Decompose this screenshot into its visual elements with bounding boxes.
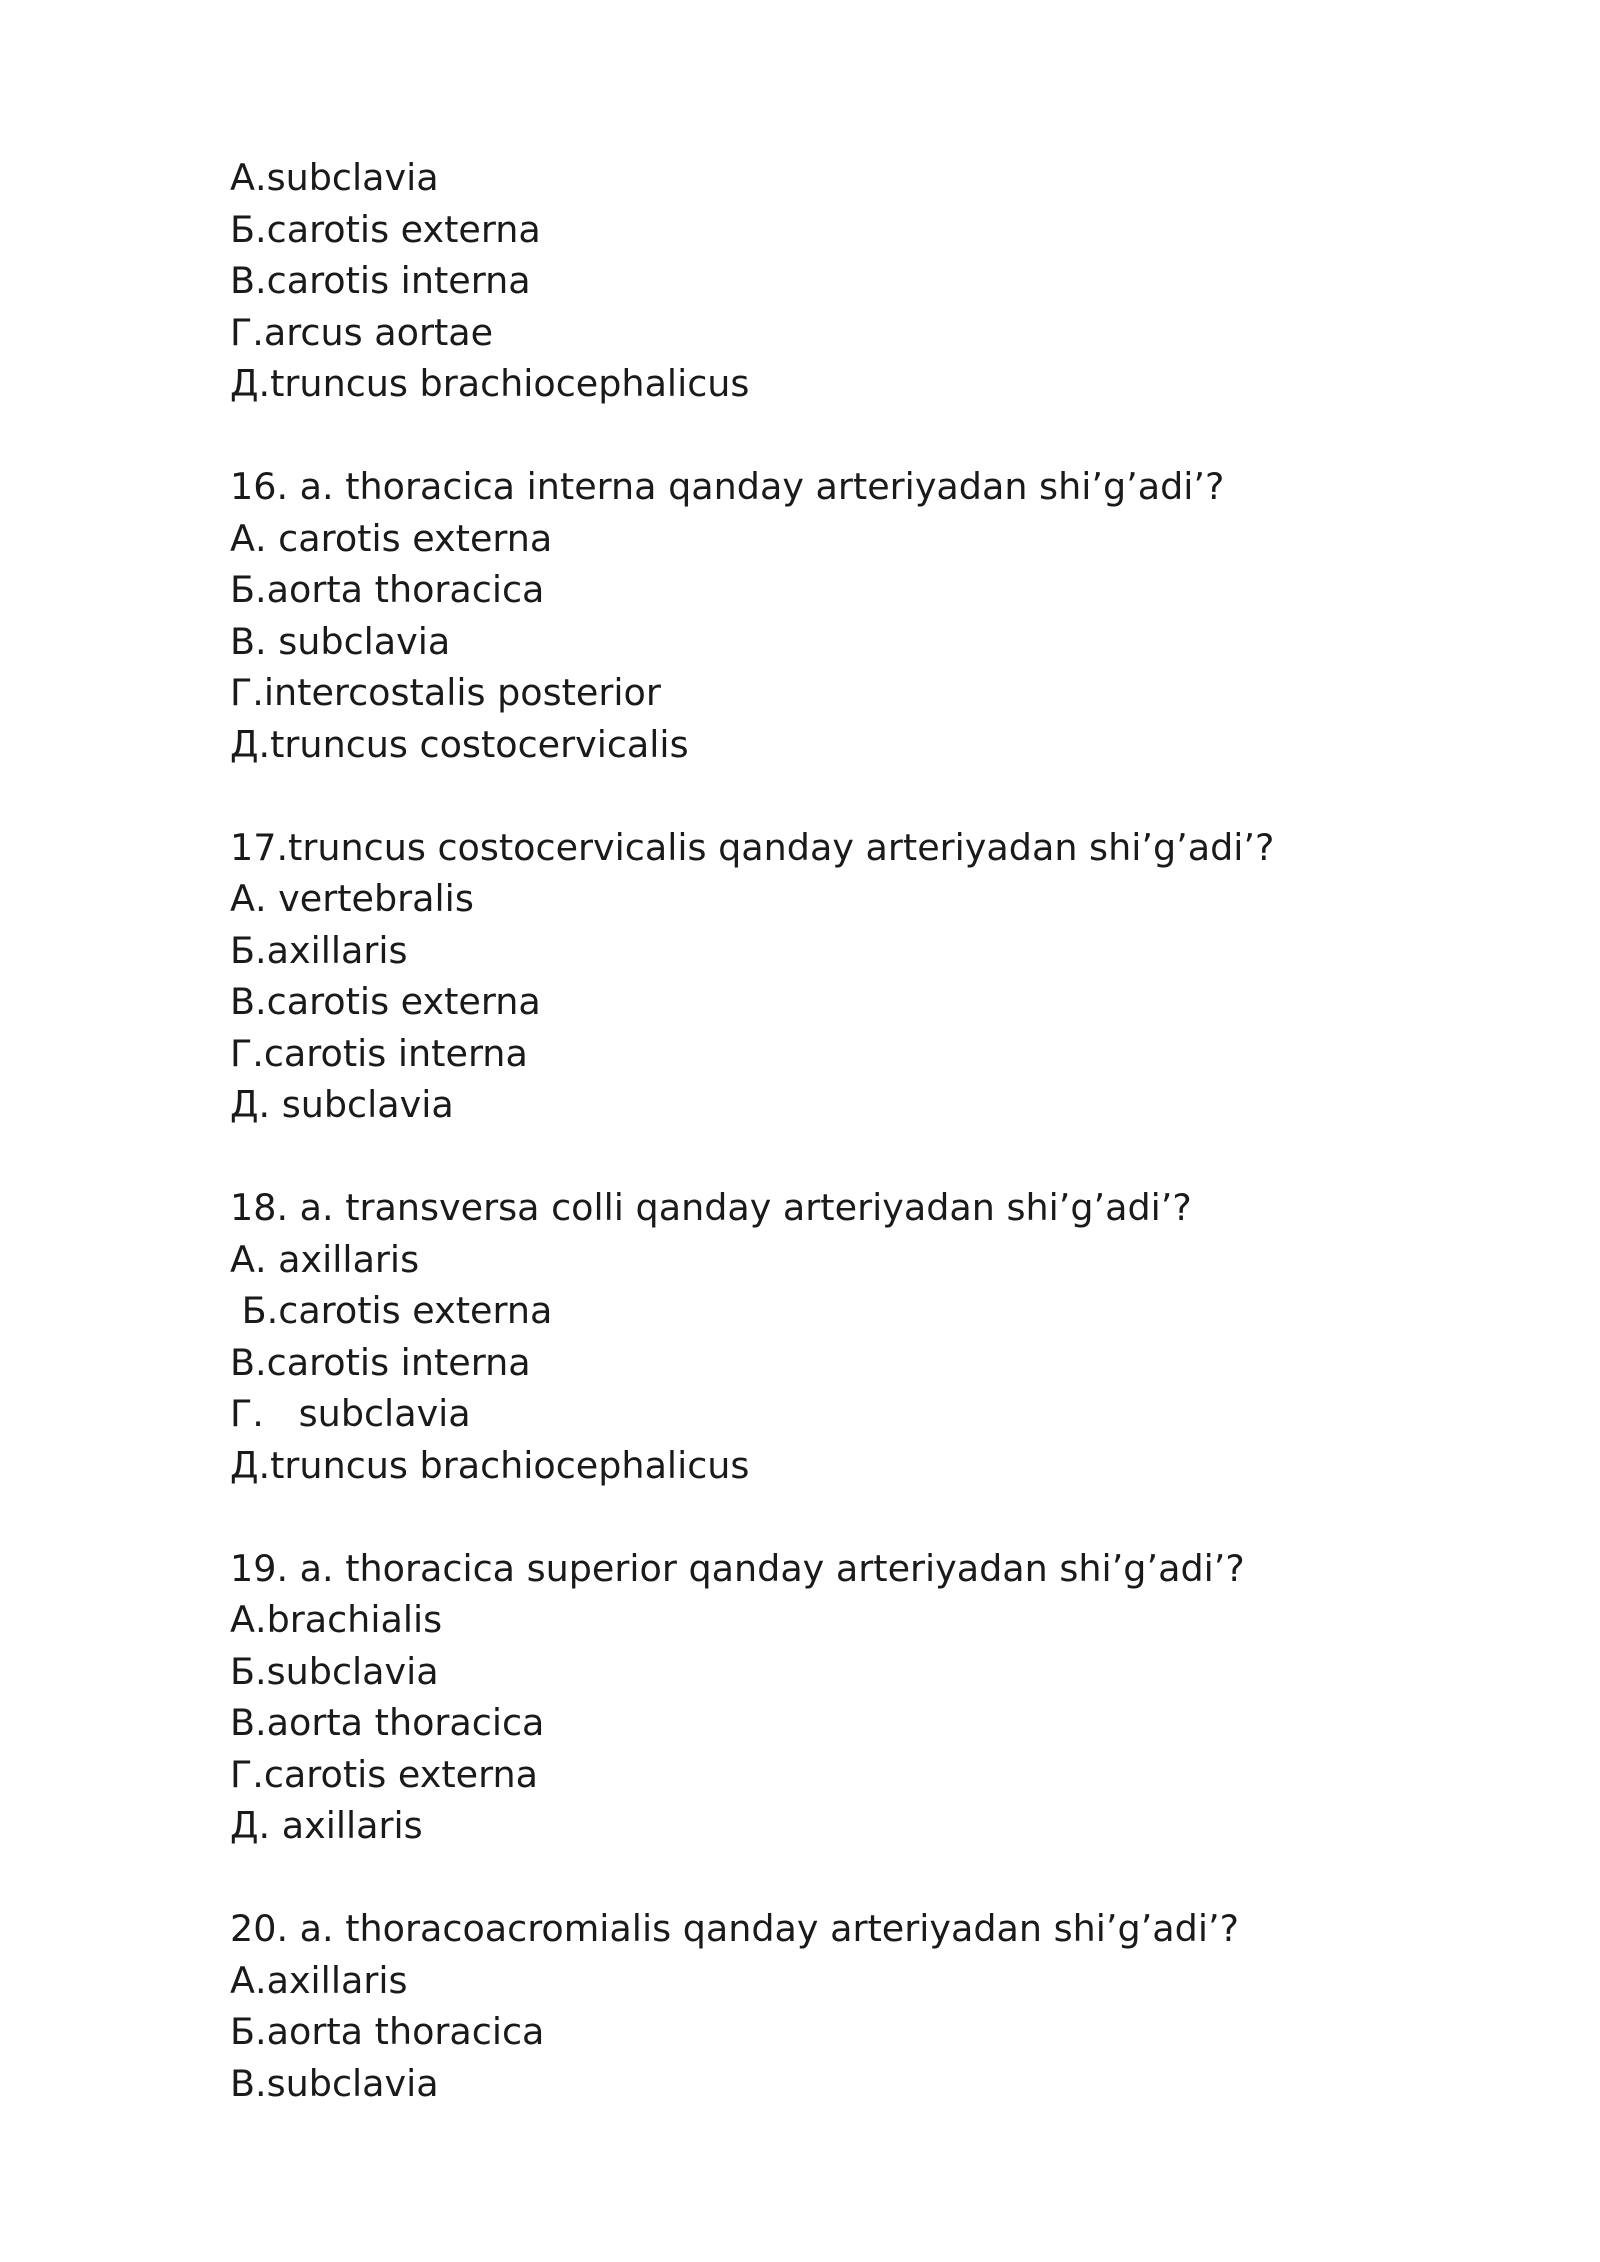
option-v: В. subclavia: [230, 619, 451, 663]
option-g: Г. subclavia: [230, 1392, 471, 1435]
option-g: Г.carotis interna: [230, 1031, 528, 1075]
option-a: А.axillaris: [230, 1958, 408, 2002]
question-text: 19. a. thoracica superior qanday arteriyadan shi’g’adi’?: [230, 1546, 1245, 1590]
option-v: В.carotis externa: [230, 980, 541, 1023]
question-text: 16. a. thoracica interna qanday arteriyadan shi’g’adi’?: [230, 465, 1225, 508]
option-b: Б.aorta thoracica: [230, 2010, 545, 2053]
option-d: Д.truncus brachiocephalicus: [230, 362, 750, 405]
option-a: А.subclavia: [230, 156, 439, 199]
spacer: [230, 770, 1530, 822]
question-20: [230, 1903, 1530, 2109]
option-v: В.carotis interna: [230, 1340, 531, 1384]
option-g: Г.arcus aortae: [230, 310, 494, 354]
spacer: [230, 1491, 1530, 1543]
option-v: В.aorta thoracica: [230, 1701, 545, 1744]
question-17: [230, 822, 1530, 1131]
option-d: Д.truncus brachiocephalicus: [230, 1443, 750, 1487]
option-v: В.subclavia: [230, 2061, 439, 2105]
continued-options-block: [230, 152, 1530, 410]
option-g: Г.intercostalis posterior: [230, 671, 661, 714]
spacer: [230, 1852, 1530, 1904]
question-text: 20. a. thoracoacromialis qanday arteriyadan shi’g’adi’?: [230, 1907, 1239, 1950]
option-d: Д. subclavia: [230, 1083, 454, 1126]
question-text: 18. a. transversa colli qanday arteriyadan shi’g’adi’?: [230, 1186, 1192, 1229]
spacer: [230, 410, 1530, 462]
option-a: А. axillaris: [230, 1237, 420, 1281]
option-d: Д.truncus costocervicalis: [230, 722, 689, 766]
option-a: А. carotis externa: [230, 516, 553, 560]
option-b: Б.carotis externa: [230, 207, 541, 251]
option-g: Г.carotis externa: [230, 1752, 538, 1796]
option-b: Б.axillaris: [230, 928, 408, 972]
question-18: [230, 1182, 1530, 1491]
question-16: [230, 461, 1530, 770]
option-b: Б.aorta thoracica: [230, 568, 545, 611]
option-b: Б.subclavia: [230, 1649, 439, 1693]
option-a: А. vertebralis: [230, 877, 474, 920]
option-v: В.carotis interna: [230, 259, 531, 302]
document-page: [230, 152, 1530, 2109]
option-d: Д. axillaris: [230, 1804, 423, 1847]
option-b: Б.carotis externa: [230, 1289, 553, 1332]
question-text: 17.truncus costocervicalis qanday arteriyadan shi’g’adi’?: [230, 825, 1275, 869]
option-a: А.brachialis: [230, 1598, 443, 1641]
question-19: [230, 1543, 1530, 1852]
spacer: [230, 1131, 1530, 1183]
